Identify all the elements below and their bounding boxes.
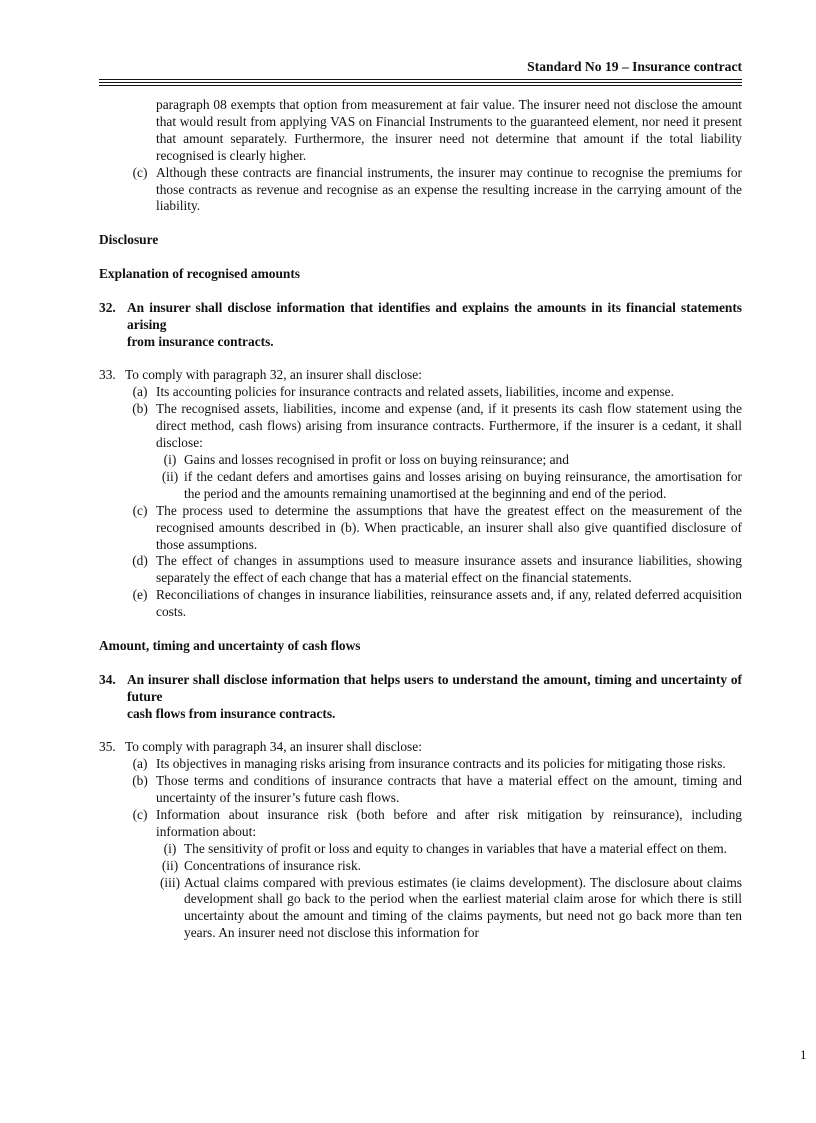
paragraph-intro-text: To comply with paragraph 32, an insurer shall disclose: bbox=[125, 367, 422, 383]
list-item bbox=[124, 553, 742, 587]
list-item-text: The effect of changes in assumptions used to measure insurance assets and insurance liabilities, showing separately the effect of each change that has a material effect on the financial statements. bbox=[156, 553, 742, 586]
sub-list-item-text: Gains and losses recognised in profit or loss on buying reinsurance; and bbox=[184, 451, 569, 467]
paragraph-number: 34. bbox=[99, 671, 116, 687]
list-item bbox=[124, 401, 742, 452]
section-heading-amount-timing: Amount, timing and uncertainty of cash flows bbox=[99, 637, 361, 653]
section-heading-disclosure: Disclosure bbox=[99, 232, 159, 248]
list-item-text: Those terms and conditions of insurance contracts that have a material effect on the amount, timing and uncertainty of the insurer’s future cash flows. bbox=[156, 773, 742, 806]
list-item-text: Although these contracts are financial instruments, the insurer may continue to recognise the premiums for those contracts as revenue and recognise as an expense the resulting increase in the carrying amount of the liability. bbox=[156, 164, 742, 214]
list-item bbox=[124, 384, 742, 401]
paragraph-32-line-2: from insurance contracts. bbox=[127, 333, 274, 349]
paragraph-33 bbox=[99, 367, 742, 621]
list-item-label: (e) bbox=[132, 587, 148, 603]
list-item bbox=[124, 773, 742, 807]
list-item-text: The process used to determine the assumptions that have the greatest effect on the measurement of the recognised amounts described in (b). When practicable, an insurer shall also give quantified disclosure of those assumptions. bbox=[156, 502, 742, 552]
paragraph-intro-text: To comply with paragraph 34, an insurer shall disclose: bbox=[125, 739, 422, 755]
list-item bbox=[124, 503, 742, 554]
list-item-label: (a) bbox=[132, 756, 148, 772]
paragraph-34 bbox=[99, 672, 742, 723]
list-item bbox=[124, 807, 742, 841]
paragraph-number: 32. bbox=[99, 299, 116, 315]
list-item-label: (d) bbox=[132, 553, 148, 569]
list-item bbox=[124, 587, 742, 621]
sub-list-item-label: (ii) bbox=[161, 857, 179, 873]
list-item bbox=[124, 756, 742, 773]
continuation-paragraph: paragraph 08 exempts that option from measurement at fair value. The insurer need not disclose the amount that would result from applying VAS on Financial Instruments to the guaranteed element, nor need it present that amount separately. Furthermore, the insurer need not determine that amount if the total liability recognised is clearly higher. bbox=[156, 97, 742, 163]
sub-list-item-label: (iii) bbox=[159, 874, 181, 890]
page-header-title: Standard No 19 – Insurance contract bbox=[527, 59, 742, 74]
list-item-label: (c) bbox=[132, 806, 148, 822]
sub-list-item bbox=[156, 841, 742, 858]
list-item-label: (c) bbox=[132, 502, 148, 518]
paragraph-32-line-1: An insurer shall disclose information that identifies and explains the amounts in its financial statements arising bbox=[127, 299, 742, 332]
sub-list-item-label: (ii) bbox=[161, 468, 179, 484]
list-item-text: Information about insurance risk (both before and after risk mitigation by reinsurance), including information about: bbox=[156, 806, 742, 839]
page-body bbox=[99, 97, 742, 942]
list-item-label: (b) bbox=[132, 401, 148, 417]
paragraph-number: 35. bbox=[99, 739, 116, 755]
list-item-text: Reconciliations of changes in insurance liabilities, reinsurance assets and, if any, related deferred acquisition costs. bbox=[156, 587, 742, 620]
page-number: 1 bbox=[800, 1047, 807, 1062]
sub-list-item bbox=[156, 469, 742, 503]
list-item-label: (c) bbox=[132, 164, 148, 180]
paragraph-number: 33. bbox=[99, 367, 116, 383]
paragraph-32 bbox=[99, 300, 742, 351]
sub-list-item-text: Concentrations of insurance risk. bbox=[184, 857, 362, 873]
sub-list-item bbox=[156, 452, 742, 469]
list-item-label: (b) bbox=[132, 773, 148, 789]
sub-list-item-text: Actual claims compared with previous estimates (ie claims development). The disclosure about claims development shall go back to the period when the earliest material claim arose for which there is still uncertainty about the amount and timing of the claims payments, but need not go back more than ten years. An insurer need not disclose this information for bbox=[184, 874, 742, 941]
sub-list-item-label: (i) bbox=[163, 451, 177, 467]
list-item-label: (a) bbox=[132, 384, 148, 400]
header-rule-bottom bbox=[99, 85, 742, 86]
list-item-text: Its objectives in managing risks arising from insurance contracts and its policies for mitigating those risks. bbox=[156, 756, 726, 772]
sub-list-item bbox=[156, 875, 742, 943]
list-item-text: The recognised assets, liabilities, income and expense (and, if it presents its cash flow statement using the direct method, cash flows) arising from insurance contracts. Furthermore, if the insurer is a cedant, it shall disclose: bbox=[156, 401, 742, 451]
sub-list-item-text: The sensitivity of profit or loss and equity to changes in variables that have a material effect on them. bbox=[184, 840, 728, 856]
sub-list-item-text: if the cedant defers and amortises gains and losses arising on buying reinsurance, the amortisation for the period and the amounts remaining unamortised at the beginning and end of the period. bbox=[184, 468, 742, 501]
paragraph-34-line-1: An insurer shall disclose information that helps users to understand the amount, timing and uncertainty of future bbox=[127, 671, 742, 704]
paragraph-33-intro bbox=[99, 367, 742, 384]
sub-list-item bbox=[156, 858, 742, 875]
paragraph-35 bbox=[99, 739, 742, 942]
sub-list-item-label: (i) bbox=[163, 840, 177, 856]
paragraph-35-intro bbox=[99, 739, 742, 756]
header-rule-top bbox=[99, 79, 742, 80]
list-item bbox=[124, 165, 742, 216]
list-item-text: Its accounting policies for insurance contracts and related assets, liabilities, income and expense. bbox=[156, 384, 674, 400]
header-rule-middle bbox=[99, 82, 742, 83]
section-heading-explanation: Explanation of recognised amounts bbox=[99, 266, 301, 282]
paragraph-34-line-2: cash flows from insurance contracts. bbox=[127, 705, 336, 721]
